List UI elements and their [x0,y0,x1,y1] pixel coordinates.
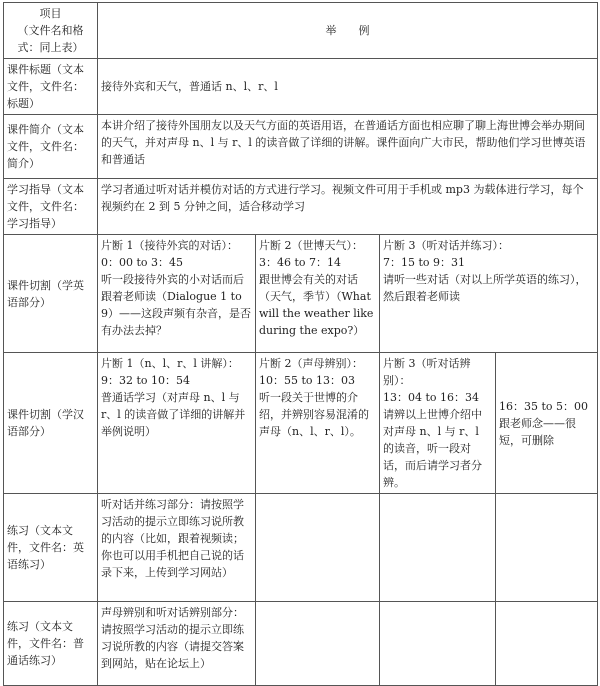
cut-chinese-segment-2: 片断 2（声母辨别）： 10：55 to 13：03 听一段关于世博的介绍，并辨别容易混淆的声母（n、l、r、l）。 [256,353,380,494]
row-intro [4,115,598,179]
row-intro-label: 课件简介（文本文件，文件名：简介） [4,115,98,179]
header-item-title: 项目 [39,7,62,20]
cut-chinese-segment-3: 片断 3（听对话辨别）： 13：04 to 16：34 请辨以上世博介绍中对声母 n、l 与 r、l 的读音，听一段对话，而后请学习者分辨。 [380,353,496,494]
row-practice-english-text: 听对话并练习部分：请按照学习活动的提示立即练习说所教的内容（比如，跟着视频读；你也可以用手机把自己说的话录下来，上传到学习网站） [98,494,256,602]
cut-english-segment-3: 片断 3（听对话并练习）： 7：15 to 9：31 请听一些对话（对以上所学英语的练习），然后跟着老师读 [380,235,598,353]
empty-cell [380,602,496,686]
row-title-label: 课件标题（文本文件，文件名：标题） [4,59,98,115]
cut-chinese-segment-1: 片断 1（n、l、r、l 讲解）： 9：32 to 10：54 普通话学习（对声母 n、l 与 r、l 的读音做了详细的讲解并举例说明） [98,353,256,494]
row-title-text: 接待外宾和天气，普通话 n、l、r、l [98,59,598,115]
row-guide-label: 学习指导（文本文件，文件名：学习指导） [4,179,98,235]
header-example-cell: 举 例 [98,3,598,59]
header-row [4,3,598,59]
empty-cell [496,494,598,602]
empty-cell [256,494,380,602]
courseware-table [3,2,598,686]
empty-cell [496,602,598,686]
row-title [4,59,598,115]
cut-english-segment-1: 片断 1（接待外宾的对话）： 0：00 to 3：45 听一段接待外宾的小对话而后跟着老师读（Dialogue 1 to 9）——这段声频有杂音，是否有办法去掉？ [98,235,256,353]
row-practice-english-label: 练习（文本文件，文件名：英语练习） [4,494,98,602]
row-practice-chinese-text: 声母辨别和听对话辨别部分：请按照学习活动的提示立即练习说所教的内容（请提交答案到网站，贴在论坛上） [98,602,256,686]
empty-cell [380,494,496,602]
row-practice-english [4,494,598,602]
row-guide-text: 学习者通过听对话并模仿对话的方式进行学习。视频文件可用于手机或 mp3 为载体进行学习，每个视频约在 2 到 5 分钟之间，适合移动学习 [98,179,598,235]
row-intro-text: 本讲介绍了接待外国朋友以及天气方面的英语用语，在普通话方面也相应聊了聊上海世博会举办期间的天气，并对声母 n、l 与 r、l 的读音做了详细的讲解。课件面向广大市民，帮助他们学习世博英语和普通话 [98,115,598,179]
cut-chinese-segment-4: 16：35 to 5：00 跟老师念——很短，可删除 [496,353,598,494]
row-practice-chinese-label: 练习（文本文件，文件名：普通话练习） [4,602,98,686]
cut-english-segment-2: 片断 2（世博天气）： 3：46 to 7：14 跟世博会有关的对话（天气，季节）（What will the weather like during the expo?） [256,235,380,353]
header-item-cell [4,3,98,59]
header-item-note: （文件名和格式：同上表） [17,24,84,54]
row-cut-chinese [4,353,598,494]
row-practice-chinese [4,602,598,686]
row-cut-chinese-label: 课件切割（学汉语部分） [4,353,98,494]
row-guide [4,179,598,235]
row-cut-english-label: 课件切割（学英语部分） [4,235,98,353]
row-cut-english [4,235,598,353]
empty-cell [256,602,380,686]
